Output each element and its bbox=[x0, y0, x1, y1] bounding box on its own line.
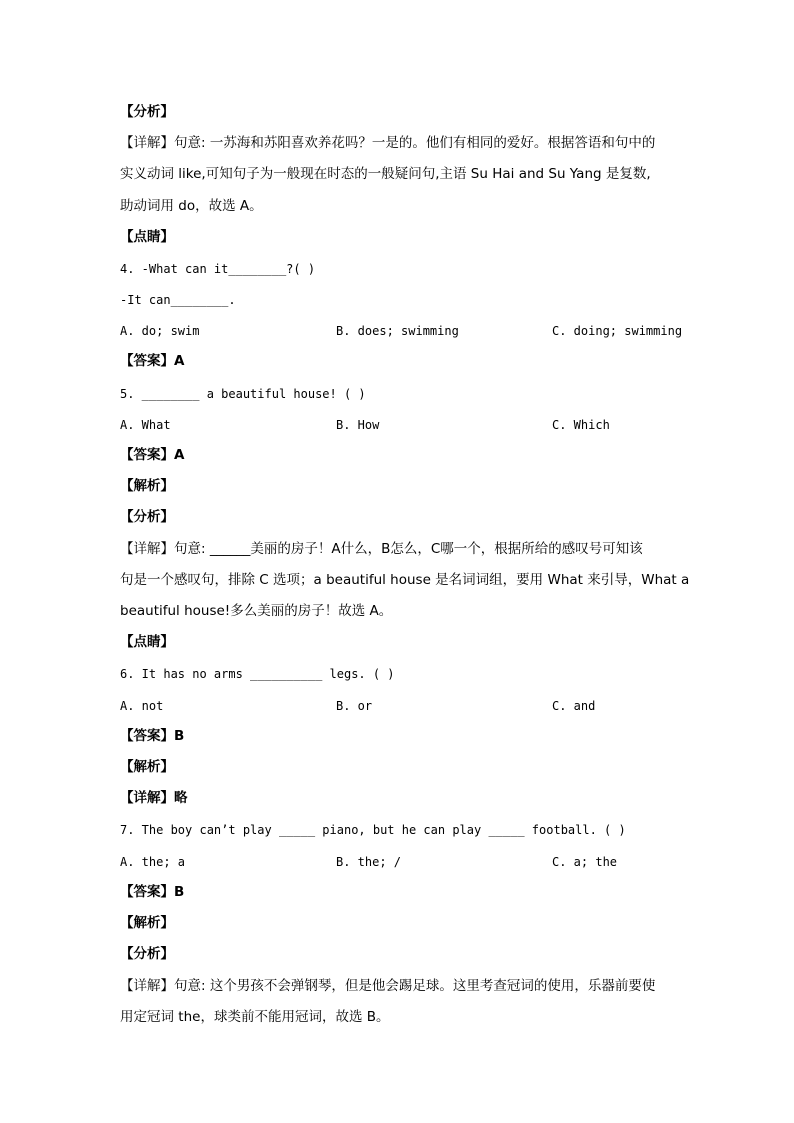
question-7-explanation-heading: 【解析】 bbox=[120, 915, 174, 931]
question-7-answer: 【答案】B bbox=[120, 884, 185, 900]
question-7-analysis-heading: 【分析】 bbox=[120, 946, 174, 962]
detail-line: 实义动词 like,可知句子为一般现在时态的一般疑问句,主语 Su Hai and Su Yang 是复数, bbox=[120, 166, 651, 182]
option-b: B. How bbox=[336, 418, 380, 432]
option-c: C. Which bbox=[552, 418, 610, 432]
question-5-explanation-heading: 【解析】 bbox=[120, 478, 174, 494]
comment-heading: 【点睛】 bbox=[120, 229, 174, 245]
detail-line: 助动词用 do，故选 A。 bbox=[120, 198, 263, 214]
option-a: A. not bbox=[120, 699, 164, 713]
detail-line: 用定冠词 the，球类前不能用冠词，故选 B。 bbox=[120, 1009, 390, 1025]
question-5-analysis-heading: 【分析】 bbox=[120, 509, 174, 525]
question-4-answer: 【答案】A bbox=[120, 353, 185, 369]
question-7-stem: 7. The boy can’t play _____ piano, but he can play _____ football. ( ) bbox=[120, 823, 626, 837]
option-c: C. a; the bbox=[552, 855, 618, 869]
detail-line: beautiful house!多么美丽的房子！故选 A。 bbox=[120, 603, 393, 619]
option-a: A. What bbox=[120, 418, 171, 432]
option-a: A. the; a bbox=[120, 855, 186, 869]
option-b: B. the; / bbox=[336, 855, 402, 869]
detail-line: 【详解】句意: 一苏海和苏阳喜欢养花吗？一是的。他们有相同的爱好。根据答语和句中的 bbox=[120, 135, 656, 151]
detail-line: 【详解】句意: ______美丽的房子！A什么，B怎么，C哪一个，根据所给的感叹号可知该 bbox=[120, 541, 643, 557]
option-b: B. does; swimming bbox=[336, 324, 459, 338]
question-4-stem-reply: -It can________. bbox=[120, 293, 236, 307]
detail-line: 【详解】句意: 这个男孩不会弹钢琴，但是他会踢足球。这里考查冠词的使用，乐器前要使 bbox=[120, 978, 656, 994]
question-6-explanation-heading: 【解析】 bbox=[120, 759, 174, 775]
option-c: C. and bbox=[552, 699, 596, 713]
question-5-comment-heading: 【点睛】 bbox=[120, 634, 174, 650]
option-c: C. doing; swimming bbox=[552, 324, 683, 338]
analysis-heading: 【分析】 bbox=[120, 104, 174, 120]
question-5-answer: 【答案】A bbox=[120, 447, 185, 463]
question-6-answer: 【答案】B bbox=[120, 728, 185, 744]
question-6-detail: 【详解】略 bbox=[120, 790, 188, 806]
option-b: B. or bbox=[336, 699, 373, 713]
question-4-stem: 4. -What can it________?( ) bbox=[120, 262, 316, 276]
question-5-stem: 5. ________ a beautiful house! ( ) bbox=[120, 387, 366, 401]
option-a: A. do; swim bbox=[120, 324, 200, 338]
detail-line: 句是一个感叹句，排除 C 选项；a beautiful house 是名词词组，要用 What 来引导，What a bbox=[120, 572, 690, 588]
question-6-stem: 6. It has no arms __________ legs. ( ) bbox=[120, 667, 395, 681]
